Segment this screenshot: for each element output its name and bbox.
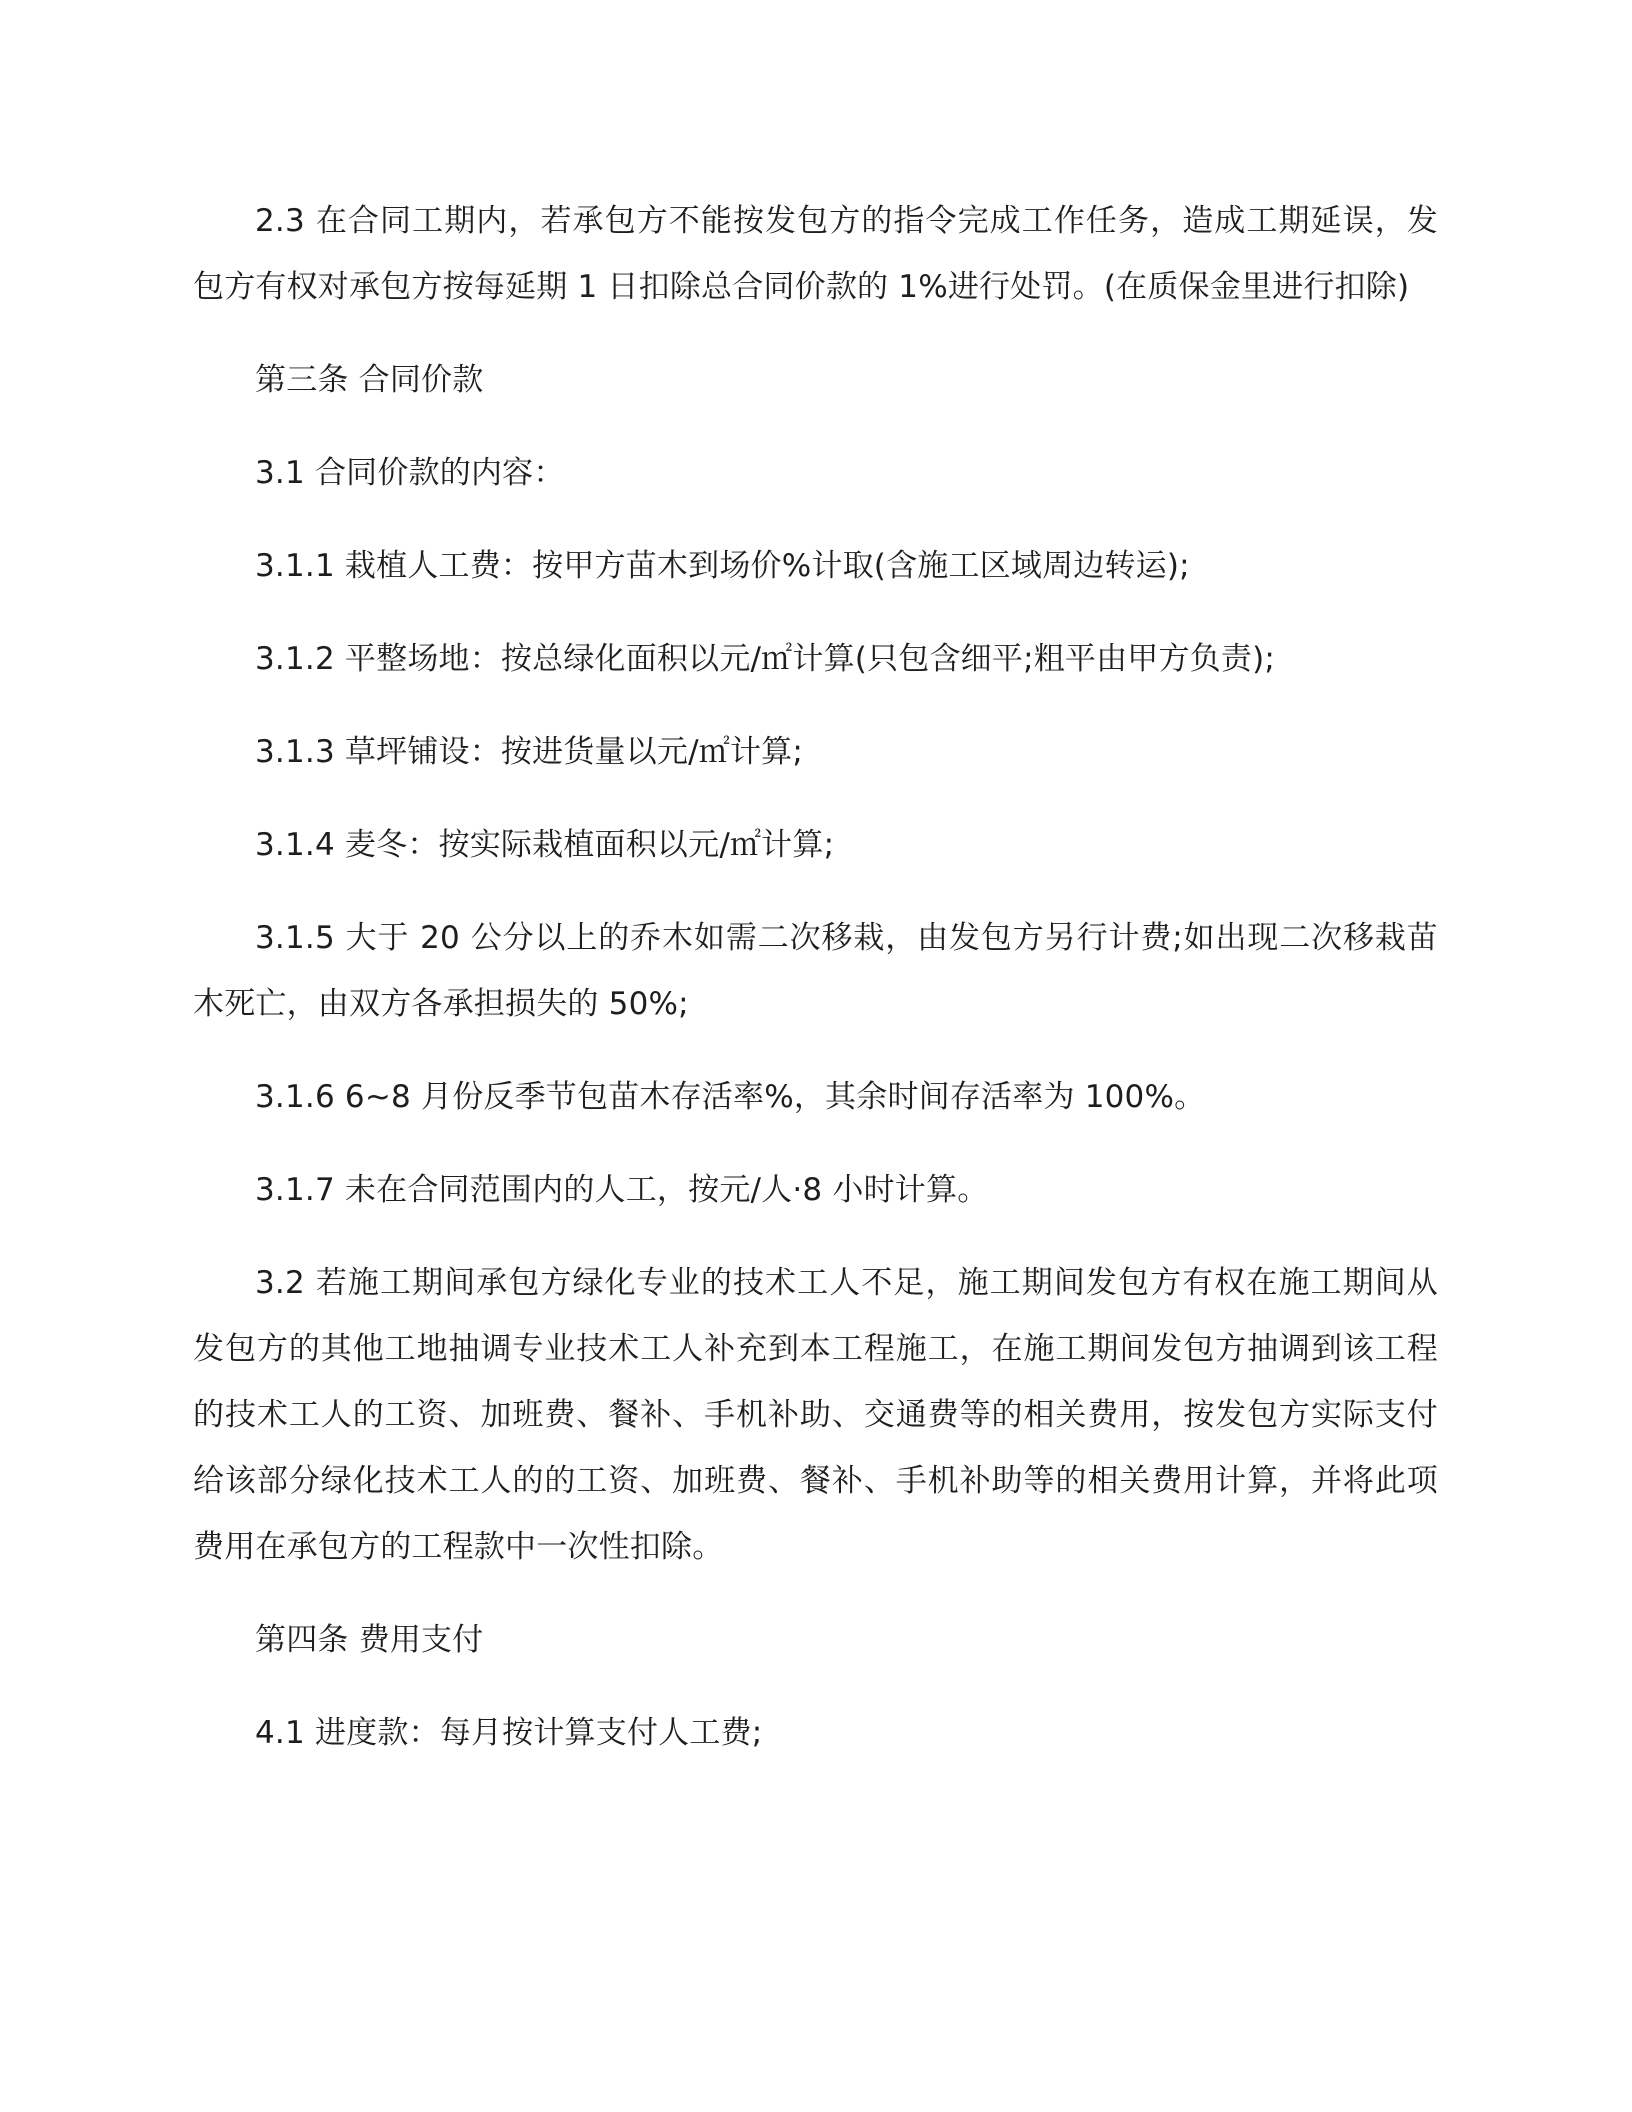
article-3-heading: 第三条 合同价款 <box>255 362 484 398</box>
clause-3-1-4: 3.1.4 麦冬：按实际栽植面积以元/㎡计算; <box>255 827 835 863</box>
clause-3-1-5: 3.1.5 大于 20 公分以上的乔木如需二次移栽，由发包方另行计费;如出现二次移栽苗木死亡，由双方各承担损失的 50%; <box>193 920 1438 1022</box>
clause-3-1: 3.1 合同价款的内容： <box>255 455 565 491</box>
clause-2-3: 2.3 在合同工期内，若承包方不能按发包方的指令完成工作任务，造成工期延误，发包方有权对承包方按每延期 1 日扣除总合同价款的 1%进行处罚。(在质保金里进行扣除) <box>193 203 1438 305</box>
clause-3-2: 3.2 若施工期间承包方绿化专业的技术工人不足，施工期间发包方有权在施工期间从发包方的其他工地抽调专业技术工人补充到本工程施工，在施工期间发包方抽调到该工程的技术工人的工资、加班费、餐补、手机补助、交通费等的相关费用，按发包方实际支付给该部分绿化技术工人的的工资、加班费、餐补、手机补助等的相关费用计算，并将此项费用在承包方的工程款中一次性扣除。 <box>193 1265 1438 1565</box>
clause-3-1-1: 3.1.1 栽植人工费：按甲方苗木到场价%计取(含施工区域周边转运); <box>255 548 1190 584</box>
article-4-heading: 第四条 费用支付 <box>255 1622 484 1658</box>
clause-3-1-6: 3.1.6 6~8 月份反季节包苗木存活率%，其余时间存活率为 100%。 <box>255 1079 1206 1115</box>
clause-4-1: 4.1 进度款：每月按计算支付人工费; <box>255 1715 763 1751</box>
clause-3-1-2: 3.1.2 平整场地：按总绿化面积以元/㎡计算(只包含细平;粗平由甲方负责); <box>255 641 1276 677</box>
clause-3-1-3: 3.1.3 草坪铺设：按进货量以元/㎡计算; <box>255 734 804 770</box>
document-body <box>193 188 1438 1766</box>
clause-3-1-7: 3.1.7 未在合同范围内的人工，按元/人·8 小时计算。 <box>255 1172 989 1208</box>
